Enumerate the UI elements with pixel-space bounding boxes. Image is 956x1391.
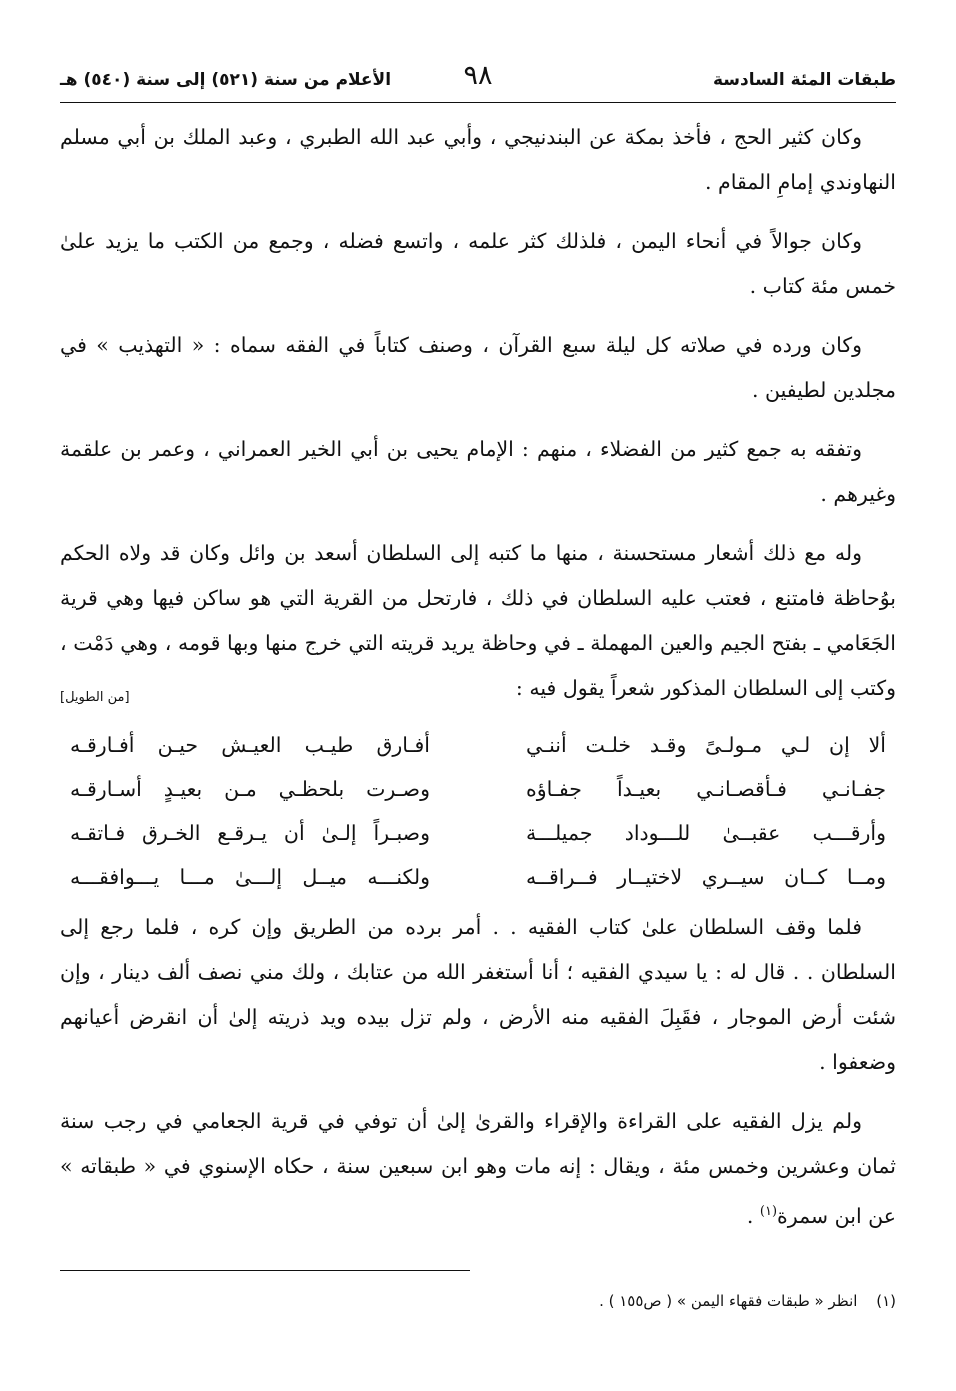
verse-first-hemistich: ومــا كــان سيــري لاختيــار فــراقــه — [526, 865, 886, 889]
paragraph: وتفقه به جمع كثير من الفضلاء ، منهم : الإمام يحيى بن أبي الخير العمراني ، وعمر بن علقمة وغيرهم . — [60, 437, 896, 506]
verse-second-hemistich: وصـرت بلحظـي مـن بعيـدٍ أسـارقـه — [70, 777, 430, 801]
verse-first-hemistich: وأرقـــب عقبــىٰ للـــوداد جميلـــة — [526, 821, 886, 845]
poem-verse — [60, 767, 896, 811]
paragraph-end: . — [746, 1203, 760, 1228]
footnote — [60, 1292, 896, 1310]
footnote-reference[interactable]: (١) — [759, 1204, 778, 1219]
section-title: الأعلام من سنة (٥٢١) إلى سنة (٥٤٠) هـ — [60, 70, 392, 90]
paragraph-text: ولم يزل الفقيه على القراءة والإقراء والقرىٰ إلىٰ أن توفي في قرية الجعامي في رجب سنة ثمان وعشرين وخمس مئة ، ويقال : إنه مات وهو ابن سبعين سنة ، حكاه الإسنوي في « طبقاته » عن ابن سمرة — [60, 1109, 896, 1228]
footnote-number: (١) — [876, 1292, 896, 1310]
book-title: طبقات المئة السادسة — [713, 70, 896, 90]
paragraph: وكان جوالاً في أنحاء اليمن ، فلذلك كثر علمه ، واتسع فضله ، وجمع من الكتب ما يزيد علىٰ خمس مئة كتاب . — [60, 229, 896, 298]
poem — [60, 723, 896, 899]
verse-second-hemistich: وصبـراً إلـىٰ أن يـرقـع الخـرق فـاتقـه — [70, 821, 430, 845]
running-header — [60, 60, 896, 94]
book-page — [60, 60, 896, 1239]
meter-label: [من الطويل] — [60, 690, 130, 705]
paragraph: وله مع ذلك أشعار مستحسنة ، منها ما كتبه إلى السلطان أسعد بن وائل وكان قد ولاه الحكم بوُحاظة فامتنع ، فعتب عليه السلطان في ذلك ، فارتحل من القرية التي هو ساكن فيها وهي قرية الجَعَامي ـ بفتح الجيم والعين المهملة ـ في وحاظة يريد قريته التي خرج منها وبها قومه ، وهي دَمْت ، وكتب إلى السلطان المذكور شعراً يقول فيه : — [60, 541, 896, 700]
footnote-text: انظر « طبقات فقهاء اليمن » ( ص١٥٥ ) . — [599, 1292, 858, 1310]
header-rule — [60, 102, 896, 103]
paragraph-with-footnote — [60, 1099, 896, 1239]
poem-verse — [60, 855, 896, 899]
poem-verse — [60, 811, 896, 855]
verse-first-hemistich: جفـانـي فـأقصـانـي بعيـداً جفـاؤه — [526, 777, 886, 801]
footnote-rule — [60, 1270, 470, 1271]
verse-first-hemistich: ألا إن لـي مـولـىً وقـد خلـت أننـي — [526, 733, 886, 757]
verse-second-hemistich: ولكنـــه ميــل إلـــىٰ مـــا يـــوافقـــه — [70, 865, 430, 889]
page-number: ٩٨ — [463, 60, 493, 91]
paragraph: وكان ورده في صلاته كل ليلة سبع القرآن ، وصنف كتاباً في الفقه سماه : « التهذيب » في مجلدين لطيفين . — [60, 333, 896, 402]
paragraph: وكان كثير الحج ، فأخذ بمكة عن البندنيجي ، وأبي عبد الله الطبري ، وعبد الملك بن أبي مسلم النهاوندي إمامِ المقام . — [60, 125, 896, 194]
poem-verse — [60, 723, 896, 767]
verse-second-hemistich: أفـارق طيـب العيـش حيـن أفـارقـه — [70, 733, 430, 757]
poem-intro — [60, 531, 896, 711]
paragraph: فلما وقف السلطان علىٰ كتاب الفقيه . . أمر برده من الطريق وإن كره ، فلما رجع إلى السلطان . . قال له : يا سيدي الفقيه ؛ أنا أستغفر الله من عتابك ، ولك مني نصف ألف دينار ، وإن شئت أرض الموجار ، فقَبِلَ الفقيه منه الأرض ، ولم تزل بيده ويد ذريته إلىٰ أن انقرض أعيانهم وضعفوا . — [60, 915, 896, 1074]
